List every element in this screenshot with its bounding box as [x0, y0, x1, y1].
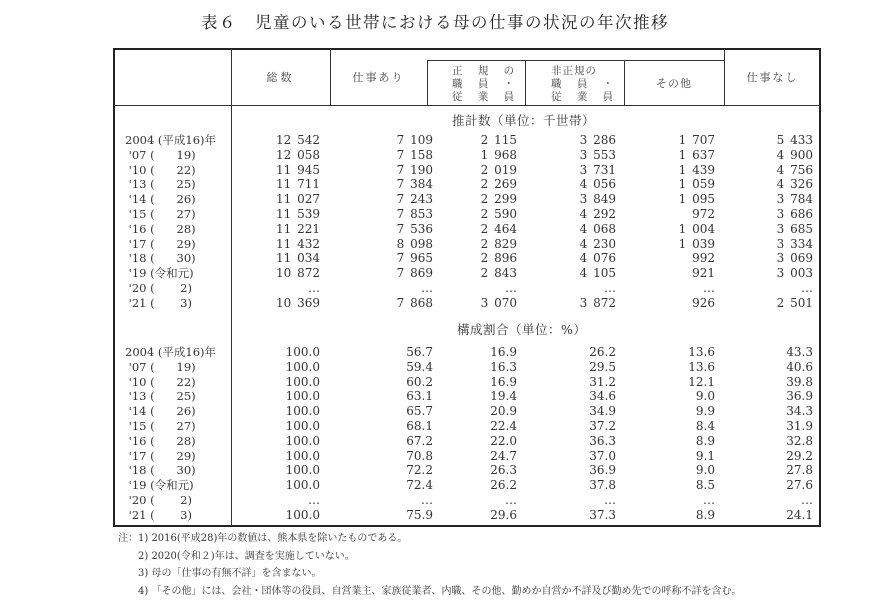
table-row	[0, 360, 870, 375]
cell-total: 11 221	[276, 221, 320, 236]
cell-regular: 24.7	[490, 448, 517, 463]
cell-other: 992	[692, 251, 715, 266]
row-year-label: '13 ( 25)	[125, 177, 196, 192]
header-nonregular-line2: 職 員 ・	[551, 77, 620, 90]
row-year-label: '14 ( 26)	[125, 192, 196, 207]
table-row	[0, 133, 870, 148]
cell-unemployed: 27.6	[786, 478, 813, 493]
cell-unemployed: 40.6	[786, 359, 813, 374]
cell-unemployed: 29.2	[786, 448, 813, 463]
cell-regular: 22.4	[490, 419, 517, 433]
cell-employed: 67.2	[406, 433, 433, 448]
cell-total: 100.0	[285, 389, 320, 404]
col-border-3	[525, 60, 526, 106]
cell-regular: 20.9	[490, 404, 517, 419]
cell-other: 8.5	[695, 478, 715, 493]
cell-total: 11 539	[276, 207, 320, 221]
header-regular-line3: 従 業 員	[452, 90, 521, 103]
cell-employed: 7 190	[396, 162, 433, 177]
header-nonregular	[551, 62, 623, 106]
row-year-label: 2004 (平成16)年	[125, 345, 217, 359]
cell-unemployed: 32.8	[786, 433, 813, 448]
cell-employed: 75.9	[406, 507, 433, 522]
cell-regular: 2 299	[480, 192, 517, 207]
cell-regular: …	[505, 281, 517, 295]
cell-nonregular: 3 553	[579, 147, 616, 162]
cell-regular: 29.6	[490, 507, 517, 522]
cell-unemployed: 27.8	[786, 463, 813, 478]
cell-other: 1 439	[678, 162, 715, 177]
table-row	[0, 463, 870, 478]
cell-employed: 68.1	[406, 419, 433, 433]
cell-unemployed: 3 686	[776, 207, 813, 221]
cell-regular: 2 829	[480, 236, 517, 251]
cell-employed: 7 158	[396, 147, 433, 162]
cell-total: 100.0	[285, 404, 320, 419]
cell-unemployed: 3 685	[776, 221, 813, 236]
note-1: 注：1) 2016(平成28)年の数値は、熊本県を除いたものである。	[118, 533, 408, 544]
row-year-label: '07 ( 19)	[125, 147, 196, 162]
cell-regular: 2 464	[480, 221, 517, 236]
row-year-label: '17 ( 29)	[125, 236, 196, 251]
cell-nonregular: 34.9	[589, 404, 616, 419]
cell-regular: 2 019	[480, 162, 517, 177]
table-notes	[118, 530, 741, 600]
cell-unemployed: …	[801, 493, 813, 507]
cell-employed: 65.7	[406, 404, 433, 419]
cell-unemployed: 31.9	[786, 419, 813, 433]
cell-nonregular: 37.0	[589, 448, 616, 463]
cell-nonregular: 4 056	[579, 177, 616, 192]
cell-nonregular: …	[604, 281, 616, 295]
row-year-label: '14 ( 26)	[125, 404, 196, 419]
cell-total: 100.0	[285, 478, 320, 493]
cell-total: 100.0	[285, 463, 320, 478]
cell-other: 1 004	[678, 221, 715, 236]
cell-unemployed: 36.9	[786, 389, 813, 404]
cell-nonregular: 34.6	[589, 389, 616, 404]
table-row	[0, 375, 870, 390]
cell-employed: 7 965	[396, 251, 433, 266]
cell-unemployed: 39.8	[786, 374, 813, 389]
cell-employed: 72.2	[406, 463, 433, 478]
table-row	[0, 148, 870, 163]
cell-other: 8.9	[695, 507, 715, 522]
row-year-label: '18 ( 30)	[125, 463, 196, 478]
cell-total: 12 542	[276, 133, 320, 147]
table-row	[0, 266, 870, 281]
note-4: 4) 「その他」には、会社・団体等の役員、自営業主、家族従業者、内職、その他、勤めか自営か不詳及び勤め先での呼称不詳を含む。	[118, 585, 742, 597]
cell-regular: 22.0	[490, 433, 517, 448]
cell-employed: 70.8	[406, 448, 433, 463]
cell-regular: 26.2	[490, 478, 517, 493]
header-regular	[452, 62, 522, 106]
cell-nonregular: 29.5	[589, 359, 616, 374]
cell-regular: 3 070	[480, 295, 517, 310]
cell-total: …	[308, 493, 320, 507]
table-row	[0, 493, 870, 508]
header-regular-line2: 職 員 ・	[452, 77, 521, 90]
cell-nonregular: 3 849	[579, 192, 616, 207]
row-year-label: '16 ( 28)	[125, 221, 196, 236]
cell-other: 1 059	[678, 177, 715, 192]
cell-other: 12.1	[688, 374, 715, 389]
cell-other: 8.9	[695, 433, 715, 448]
table-row	[0, 419, 870, 434]
row-year-label: '18 ( 30)	[125, 251, 196, 266]
cell-employed: …	[421, 281, 433, 295]
cell-nonregular: 26.2	[589, 345, 616, 359]
cell-unemployed: 4 756	[776, 162, 813, 177]
cell-total: 100.0	[285, 374, 320, 389]
row-year-label: '20 ( 2)	[125, 493, 192, 507]
note-2: 2) 2020(令和２)年は、調査を実施していない。	[118, 550, 355, 562]
table-row	[0, 192, 870, 207]
cell-unemployed: 43.3	[786, 345, 813, 359]
cell-other: 1 039	[678, 236, 715, 251]
row-year-label: '15 ( 27)	[125, 419, 196, 433]
cell-regular: 19.4	[490, 389, 517, 404]
cell-total: …	[308, 281, 320, 295]
cell-total: 11 945	[276, 162, 320, 177]
cell-other: 926	[692, 295, 715, 310]
cell-total: 100.0	[285, 448, 320, 463]
cell-employed: 63.1	[406, 389, 433, 404]
row-year-label: '19 (令和元)	[125, 478, 194, 493]
table-row	[0, 237, 870, 252]
cell-unemployed: 34.3	[786, 404, 813, 419]
cell-other: 921	[692, 266, 715, 281]
header-other: その他	[656, 76, 692, 90]
cell-other: 1 095	[678, 192, 715, 207]
cell-other: 9.9	[695, 404, 715, 419]
cell-employed: …	[421, 493, 433, 507]
cell-unemployed: 2 501	[776, 295, 813, 310]
header-employed: 仕事あり	[352, 70, 405, 84]
cell-regular: 2 843	[480, 266, 517, 281]
cell-other: 1 707	[678, 133, 715, 147]
row-year-label: '17 ( 29)	[125, 448, 196, 463]
cell-employed: 7 868	[396, 295, 433, 310]
table-row	[0, 449, 870, 464]
cell-nonregular: 37.3	[589, 507, 616, 522]
cell-other: 9.1	[695, 448, 715, 463]
table-row	[0, 345, 870, 360]
cell-other: 13.6	[688, 359, 715, 374]
cell-total: 100.0	[285, 345, 320, 359]
cell-total: 11 027	[276, 192, 320, 207]
cell-nonregular: 31.2	[589, 374, 616, 389]
cell-nonregular: 36.9	[589, 463, 616, 478]
cell-nonregular: 4 230	[579, 236, 616, 251]
table-title: 表６ 児童のいる世帯における母の仕事の状況の年次推移	[201, 13, 669, 32]
cell-total: 100.0	[285, 433, 320, 448]
section-estimates: 推計数（単位：千世帯）	[452, 113, 596, 128]
cell-other: …	[703, 493, 715, 507]
row-year-label: '16 ( 28)	[125, 433, 196, 448]
cell-employed: 7 853	[396, 207, 433, 221]
cell-other: 1 637	[678, 147, 715, 162]
table-row	[0, 177, 870, 192]
table-row	[0, 222, 870, 237]
cell-nonregular: 4 292	[579, 207, 616, 221]
table-row	[0, 404, 870, 419]
table-row	[0, 163, 870, 178]
row-year-label: '10 ( 22)	[125, 374, 196, 389]
table-row	[0, 508, 870, 523]
cell-employed: 60.2	[406, 374, 433, 389]
cell-total: 10 369	[276, 295, 320, 310]
cell-unemployed: 3 003	[776, 266, 813, 281]
cell-regular: 16.3	[490, 359, 517, 374]
cell-total: 11 034	[276, 251, 320, 266]
cell-other: 9.0	[695, 389, 715, 404]
cell-total: 100.0	[285, 419, 320, 433]
cell-employed: 72.4	[406, 478, 433, 493]
cell-nonregular: 3 286	[579, 133, 616, 147]
note-3: 3) 母の「仕事の有無不詳」を含まない。	[118, 568, 322, 579]
cell-total: 12 058	[276, 147, 320, 162]
cell-regular: 26.3	[490, 463, 517, 478]
cell-total: 10 872	[276, 266, 320, 281]
header-regular-line1: 正 規 の	[452, 64, 521, 77]
cell-unemployed: 24.1	[786, 507, 813, 522]
cell-regular: 2 896	[480, 251, 517, 266]
cell-regular: 16.9	[490, 374, 517, 389]
cell-other: …	[703, 281, 715, 295]
cell-nonregular: 3 731	[579, 162, 616, 177]
cell-regular: 1 968	[480, 147, 517, 162]
table-row	[0, 207, 870, 222]
header-nonregular-line3: 従 業 員	[551, 90, 620, 103]
row-year-label: '20 ( 2)	[125, 281, 192, 295]
cell-regular: …	[505, 493, 517, 507]
row-year-label: '13 ( 25)	[125, 389, 196, 404]
col-border-2	[427, 60, 428, 106]
cell-employed: 7 869	[396, 266, 433, 281]
cell-total: 11 711	[276, 177, 320, 192]
cell-employed: 59.4	[406, 359, 433, 374]
cell-employed: 7 243	[396, 192, 433, 207]
cell-unemployed: 3 069	[776, 251, 813, 266]
cell-unemployed: 4 326	[776, 177, 813, 192]
row-year-label: '15 ( 27)	[125, 207, 196, 221]
cell-total: 11 432	[276, 236, 320, 251]
row-year-label: '10 ( 22)	[125, 162, 196, 177]
cell-nonregular: 3 872	[579, 295, 616, 310]
header-nonregular-line1: 非正規の	[551, 64, 597, 77]
cell-regular: 2 269	[480, 177, 517, 192]
cell-regular: 2 590	[480, 207, 517, 221]
cell-employed: 7 536	[396, 221, 433, 236]
cell-employed: 7 109	[396, 133, 433, 147]
cell-employed: 8 098	[396, 236, 433, 251]
cell-employed: 7 384	[396, 177, 433, 192]
header-total: 総数	[266, 70, 295, 84]
row-year-label: '21 ( 3)	[125, 507, 192, 522]
cell-unemployed: 3 784	[776, 192, 813, 207]
row-year-label: 2004 (平成16)年	[125, 133, 217, 147]
cell-total: 100.0	[285, 359, 320, 374]
cell-unemployed: 5 433	[776, 133, 813, 147]
cell-total: 100.0	[285, 507, 320, 522]
table-row	[0, 281, 870, 296]
cell-unemployed: 4 900	[776, 147, 813, 162]
cell-regular: 2 115	[480, 133, 517, 147]
cell-nonregular: …	[604, 493, 616, 507]
header-unemployed: 仕事なし	[746, 70, 799, 84]
cell-unemployed: 3 334	[776, 236, 813, 251]
row-year-label: '21 ( 3)	[125, 295, 192, 310]
table-row	[0, 434, 870, 449]
section-ratios: 構成割合（単位：%）	[457, 322, 587, 337]
table-row	[0, 251, 870, 266]
row-year-label: '07 ( 19)	[125, 359, 196, 374]
cell-regular: 16.9	[490, 345, 517, 359]
table-row	[0, 389, 870, 404]
cell-nonregular: 37.8	[589, 478, 616, 493]
cell-nonregular: 4 105	[579, 266, 616, 281]
cell-nonregular: 4 076	[579, 251, 616, 266]
cell-employed: 56.7	[406, 345, 433, 359]
cell-other: 8.4	[695, 419, 715, 433]
cell-nonregular: 37.2	[589, 419, 616, 433]
cell-nonregular: 36.3	[589, 433, 616, 448]
table-row	[0, 296, 870, 311]
cell-unemployed: …	[801, 281, 813, 295]
cell-other: 972	[692, 207, 715, 221]
cell-nonregular: 4 068	[579, 221, 616, 236]
table-row	[0, 478, 870, 493]
cell-other: 13.6	[688, 345, 715, 359]
cell-other: 9.0	[695, 463, 715, 478]
row-year-label: '19 (令和元)	[125, 266, 194, 281]
